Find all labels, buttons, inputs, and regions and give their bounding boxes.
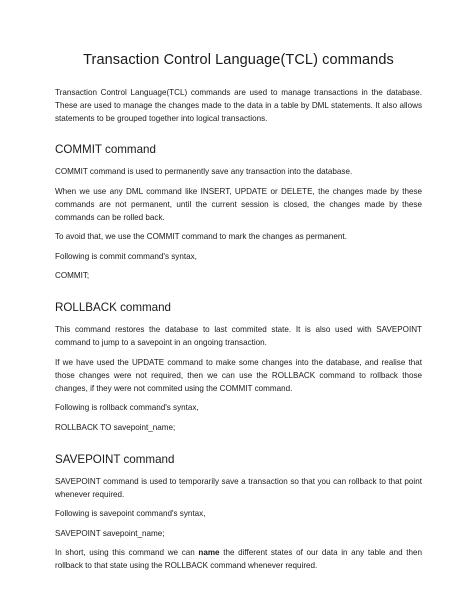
savepoint-heading: SAVEPOINT command bbox=[55, 452, 175, 466]
savepoint-p3-after: the different states of our data in any table and then rollback to that state using the ROLLBACK command whenever required. bbox=[55, 548, 422, 570]
commit-paragraph-3: To avoid that, we use the COMMIT command to mark the changes as permanent. bbox=[55, 232, 347, 241]
rollback-paragraph-3: Following is rollback command's syntax, bbox=[55, 403, 199, 412]
page-title: Transaction Control Language(TCL) commands bbox=[83, 52, 394, 68]
rollback-heading: ROLLBACK command bbox=[55, 301, 171, 314]
savepoint-syntax: SAVEPOINT savepoint_name; bbox=[55, 528, 165, 538]
commit-heading: COMMIT command bbox=[55, 143, 156, 156]
savepoint-p3-before: In short, using this command we can bbox=[55, 548, 199, 557]
commit-paragraph-4: Following is commit command's syntax, bbox=[55, 251, 197, 261]
commit-syntax: COMMIT; bbox=[55, 271, 90, 280]
savepoint-paragraph-2: Following is savepoint command's syntax, bbox=[55, 509, 206, 518]
rollback-paragraph-2: If we have used the UPDATE command to make some changes into the database, and realise that those changes were not required, then we can use the ROLLBACK command to rollback those changes, if they were not commited using the COMMIT command. bbox=[55, 357, 422, 393]
savepoint-paragraph-1: SAVEPOINT command is used to temporarily save a transaction so that you can rollback to that point whenever required. bbox=[55, 476, 422, 499]
rollback-paragraph-1: This command restores the database to last commited state. It is also used with SAVEPOINT command to jump to a savepoint in an ongoing transaction. bbox=[55, 325, 422, 347]
savepoint-paragraph-3 bbox=[55, 546, 422, 572]
commit-paragraph-1: COMMIT command is used to permanently save any transaction into the database. bbox=[55, 167, 353, 176]
savepoint-p3-bold: name bbox=[198, 548, 220, 557]
intro-paragraph: Transaction Control Language(TCL) commands are used to manage transactions in the database. These are used to manage the changes made to the data in a table by DML statements. It also allows statements to be grouped together into logical transactions. bbox=[55, 88, 422, 123]
commit-paragraph-2: When we use any DML command like INSERT, UPDATE or DELETE, the changes made by these commands are not permanent, until the current session is closed, the changes made by these commands can be rolled back. bbox=[55, 186, 422, 222]
rollback-syntax: ROLLBACK TO savepoint_name; bbox=[55, 422, 176, 432]
